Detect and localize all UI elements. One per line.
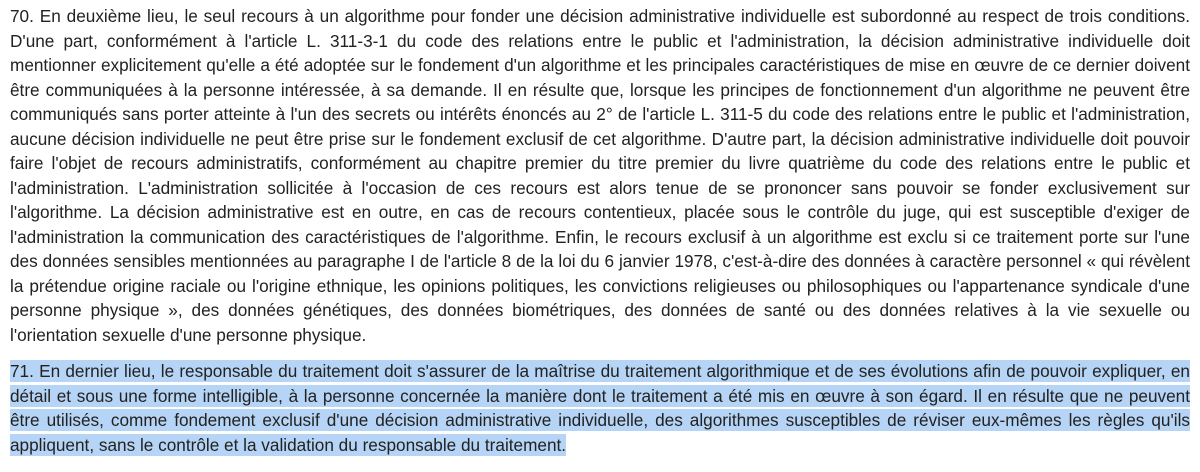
paragraph-text: En dernier lieu, le responsable du traitement doit s'assurer de la maîtrise du traitement algorithmique et de ses évolutions afin de pouvoir expliquer, en détail et sous une forme intelligible, à la personne concernée la manière dont le traitement a été mis en œuvre à son égard. Il en résulte que ne peuvent être utilisés, comme fondement exclusif d'une décision administrative individuelle, des algorithmes susceptibles de réviser eux-mêmes les règles qu'ils appliquent, sans le contrôle et la validation du responsable du traitement. — [10, 361, 1190, 455]
text-selection-highlight — [10, 360, 1190, 456]
document-page — [10, 4, 1190, 457]
paragraph-71-highlighted — [10, 359, 1190, 457]
paragraph-text: En deuxième lieu, le seul recours à un algorithme pour fonder une décision administrative individuelle est subordonné au respect de trois conditions. D'une part, conformément à l'article L. 311-3-1 du code des relations entre le public et l'administration, la décision administrative individuelle doit mentionner explicitement qu'elle a été adoptée sur le fondement d'un algorithme et les principales caractéristiques de mise en œuvre de ce dernier doivent être communiquées à la personne intéressée, à sa demande. Il en résulte que, lorsque les principes de fonctionnement d'un algorithme ne peuvent être communiqués sans porter atteinte à l'un des secrets ou intérêts énoncés au 2° de l'article L. 311-5 du code des relations entre le public et l'administration, aucune décision individuelle ne peut être prise sur le fondement exclusif de cet algorithme. D'autre part, la décision administrative individuelle doit pouvoir faire l'objet de recours administratifs, conformément au chapitre premier du titre premier du livre quatrième du code des relations entre le public et l'administration. L'administration sollicitée à l'occasion de ces recours est alors tenue de se prononcer sans pouvoir se fonder exclusivement sur l'algorithme. La décision administrative est en outre, en cas de recours contentieux, placée sous le contrôle du juge, qui est susceptible d'exiger de l'administration la communication des caractéristiques de l'algorithme. Enfin, le recours exclusif à un algorithme est exclu si ce traitement porte sur l'une des données sensibles mentionnées au paragraphe I de l'article 8 de la loi du 6 janvier 1978, c'est-à-dire des données à caractère personnel « qui révèlent la prétendue origine raciale ou l'origine ethnique, les opinions politiques, les convictions religieuses ou philosophiques ou l'appartenance syndicale d'une personne physique », des données génétiques, des données biométriques, des données de santé ou des données relatives à la vie sexuelle ou l'orientation sexuelle d'une personne physique. — [10, 6, 1190, 345]
paragraph-number: 71. — [10, 361, 34, 381]
paragraph-70 — [10, 4, 1190, 347]
paragraph-number: 70. — [10, 6, 34, 26]
